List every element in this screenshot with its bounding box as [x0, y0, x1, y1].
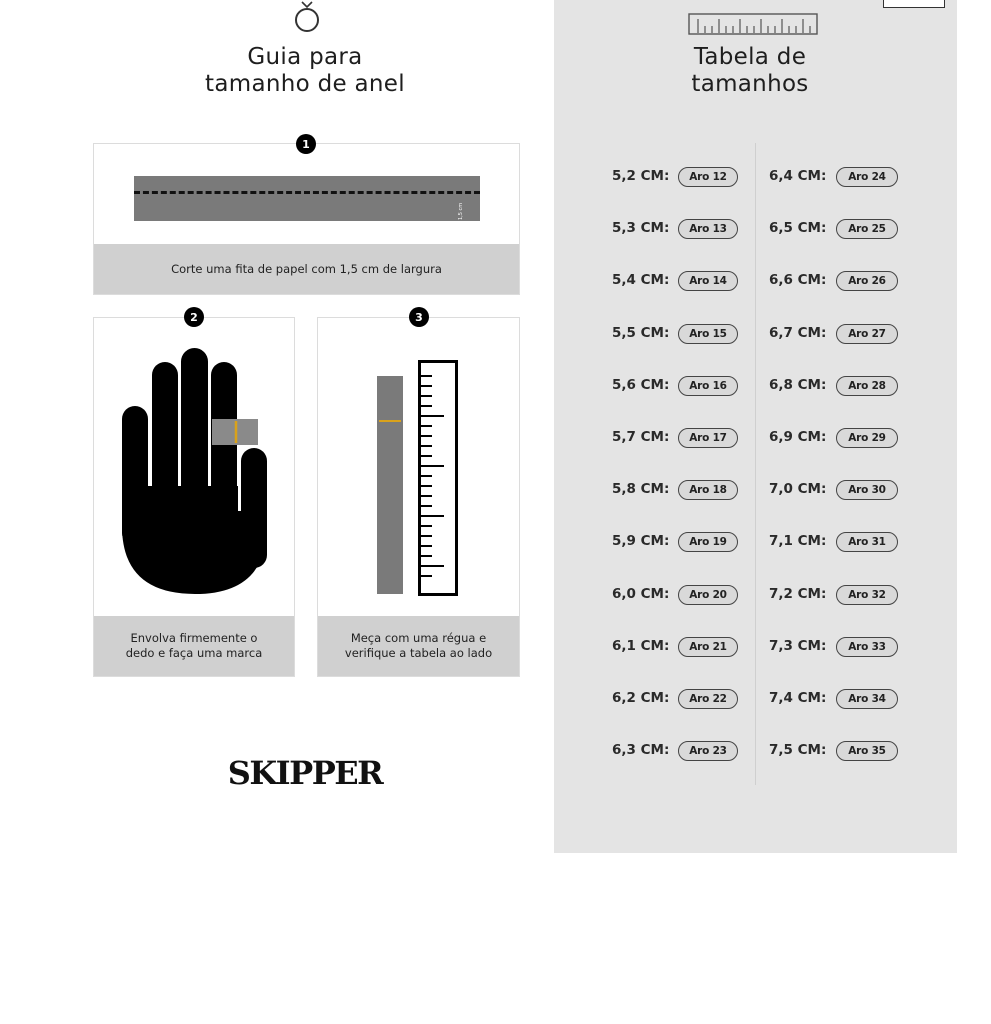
size-table-title-line1: Tabela de [693, 44, 807, 70]
size-row-aro-badge: Aro 27 [836, 324, 898, 344]
size-row-cm: 7,0 CM: [769, 481, 827, 498]
size-row-cm: 6,6 CM: [769, 272, 827, 289]
step-1-caption [94, 244, 519, 294]
size-table-title [620, 44, 880, 98]
size-row-aro-badge: Aro 16 [678, 376, 738, 396]
column-divider [755, 143, 756, 785]
size-row-aro-badge: Aro 15 [678, 324, 738, 344]
step-3-badge: 3 [409, 307, 429, 327]
size-row-aro-badge: Aro 17 [678, 428, 738, 448]
size-row-aro-badge: Aro 32 [836, 585, 898, 605]
size-row-cm: 5,9 CM: [612, 533, 670, 550]
step-2-caption-line1: Envolva firmemente o [130, 631, 258, 645]
size-row-aro-badge: Aro 31 [836, 532, 898, 552]
size-row-cm: 6,4 CM: [769, 168, 827, 184]
size-row-aro-badge: Aro 21 [678, 637, 738, 657]
strip-width-label: 1,5 cm [458, 202, 464, 220]
step-3-caption-line2: verifique a tabela ao lado [344, 646, 493, 660]
size-row-aro-badge: Aro 22 [678, 689, 738, 709]
cut-line [134, 191, 480, 194]
size-row-aro-badge: Aro 33 [836, 637, 898, 657]
size-row-cm: 5,7 CM: [612, 429, 670, 445]
size-row-aro-badge: Aro 23 [678, 741, 738, 761]
guide-title-line1: Guia para [247, 44, 363, 70]
size-row-cm: 5,8 CM: [612, 481, 670, 498]
guide-title-line2: tamanho de anel [205, 71, 405, 97]
size-row-cm: 5,5 CM: [612, 324, 670, 341]
ruler-header-icon [688, 13, 818, 35]
size-row-cm: 5,6 CM: [612, 376, 670, 393]
step-3-card [317, 317, 520, 677]
size-row-cm: 5,3 CM: [612, 220, 670, 237]
size-row-cm: 7,5 CM: [769, 742, 827, 759]
ruler-icon [418, 360, 458, 596]
size-row-cm: 7,4 CM: [769, 690, 827, 706]
size-row-cm: 6,9 CM: [769, 429, 827, 445]
size-row-aro-badge: Aro 30 [836, 480, 898, 500]
size-table-title-line2: tamanhos [691, 71, 809, 97]
size-row-aro-badge: Aro 25 [836, 219, 898, 239]
brand-logo: SKIPPER [227, 754, 383, 792]
step-2-card [93, 317, 295, 677]
size-row-aro-badge: Aro 20 [678, 585, 738, 605]
size-row-aro-badge: Aro 28 [836, 376, 898, 396]
size-row-cm: 5,4 CM: [612, 272, 670, 289]
size-row-aro-badge: Aro 34 [836, 689, 898, 709]
step-2-caption-line2: dedo e faça uma marca [125, 646, 263, 660]
size-row-cm: 5,2 CM: [612, 168, 670, 184]
size-row-cm: 7,3 CM: [769, 637, 827, 654]
strip-mark [379, 420, 401, 422]
size-row-cm: 6,2 CM: [612, 690, 670, 706]
measured-strip [377, 376, 403, 594]
size-row-aro-badge: Aro 18 [678, 480, 738, 500]
step-1-badge: 1 [296, 134, 316, 154]
size-row-cm: 6,1 CM: [612, 637, 670, 654]
step-1-caption-text: Corte uma fita de papel com 1,5 cm de largura [171, 261, 442, 276]
size-row-aro-badge: Aro 29 [836, 428, 898, 448]
size-row-cm: 6,0 CM: [612, 585, 670, 602]
size-row-cm: 6,8 CM: [769, 376, 827, 393]
size-row-aro-badge: Aro 13 [678, 219, 738, 239]
paper-strip [134, 176, 480, 221]
size-row-cm: 7,2 CM: [769, 585, 827, 602]
size-row-aro-badge: Aro 19 [678, 532, 738, 552]
corner-frame [883, 0, 945, 8]
size-row-cm: 6,3 CM: [612, 742, 670, 759]
size-row-cm: 6,7 CM: [769, 324, 827, 341]
ring-icon [290, 0, 324, 34]
step-3-caption-line1: Meça com uma régua e [350, 631, 487, 645]
step-2-badge: 2 [184, 307, 204, 327]
step-3-caption [318, 616, 519, 676]
size-row-aro-badge: Aro 26 [836, 271, 898, 291]
guide-title [150, 44, 460, 98]
hand-icon [120, 346, 272, 596]
step-1-card [93, 143, 520, 295]
size-row-aro-badge: Aro 14 [678, 271, 738, 291]
step-2-caption [94, 616, 294, 676]
size-row-aro-badge: Aro 35 [836, 741, 898, 761]
size-row-aro-badge: Aro 12 [678, 167, 738, 187]
size-row-cm: 7,1 CM: [769, 533, 827, 550]
size-row-cm: 6,5 CM: [769, 220, 827, 237]
size-row-aro-badge: Aro 24 [836, 167, 898, 187]
